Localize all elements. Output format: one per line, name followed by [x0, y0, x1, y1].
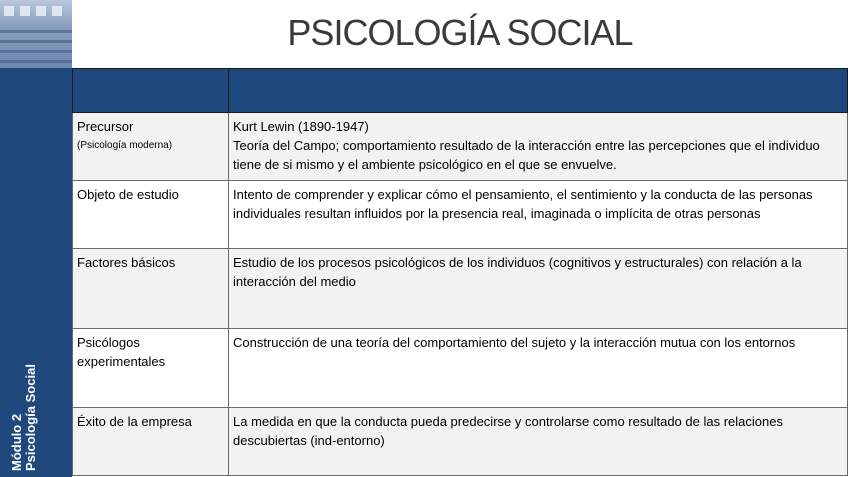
table-row: [73, 249, 848, 329]
desk-row: [0, 50, 72, 53]
desk-row: [0, 40, 72, 43]
header-cell: [229, 69, 848, 113]
row-content: La medida en que la conducta pueda predecirse y controlarse como resultado de las relaciones descubiertas (ind-entorno): [229, 408, 848, 476]
page-title: PSICOLOGÍA SOCIAL: [287, 12, 633, 53]
desk-row: [0, 60, 72, 63]
window-shape: [4, 6, 14, 16]
module-label: Módulo 2: [9, 413, 24, 471]
row-label: Psicólogos experimentales: [73, 329, 229, 408]
sidebar: [0, 68, 72, 477]
table-row: [73, 408, 848, 476]
row-content: Estudio de los procesos psicológicos de los individuos (cognitivos y estructurales) con relación a la interacción del medio: [229, 249, 848, 329]
row-content-heading: Kurt Lewin (1890-1947): [233, 119, 369, 134]
row-label: Objeto de estudio: [73, 181, 229, 249]
course-label: Psicología Social: [23, 364, 38, 471]
content-table: [72, 68, 848, 476]
table-row: [73, 113, 848, 181]
window-shape: [20, 6, 30, 16]
window-shape: [52, 6, 62, 16]
table-row: [73, 329, 848, 408]
table-row: [73, 181, 848, 249]
sidebar-label: [10, 364, 38, 471]
table-header-row: [73, 69, 848, 113]
row-label: [73, 113, 229, 181]
classroom-thumbnail: [0, 0, 72, 68]
row-content: Construcción de una teoría del comportamiento del sujeto y la interacción mutua con los entornos: [229, 329, 848, 408]
row-label-text: Precursor: [77, 119, 134, 134]
row-content-text: Teoría del Campo; comportamiento resultado de la interacción entre las percepciones que el individuo tiene de si mismo y el ambiente psicológico en el que se envuelve.: [233, 138, 820, 172]
row-sublabel: (Psicología moderna): [77, 140, 173, 151]
header-cell: [73, 69, 229, 113]
row-label: Factores básicos: [73, 249, 229, 329]
row-label: Éxito de la empresa: [73, 408, 229, 476]
desk-row: [0, 30, 72, 33]
row-content: [229, 113, 848, 181]
window-shape: [36, 6, 46, 16]
row-content: Intento de comprender y explicar cómo el pensamiento, el sentimiento y la conducta de las personas individuales resultan influidos por la presencia real, imaginada o implícita de otras personas: [229, 181, 848, 249]
